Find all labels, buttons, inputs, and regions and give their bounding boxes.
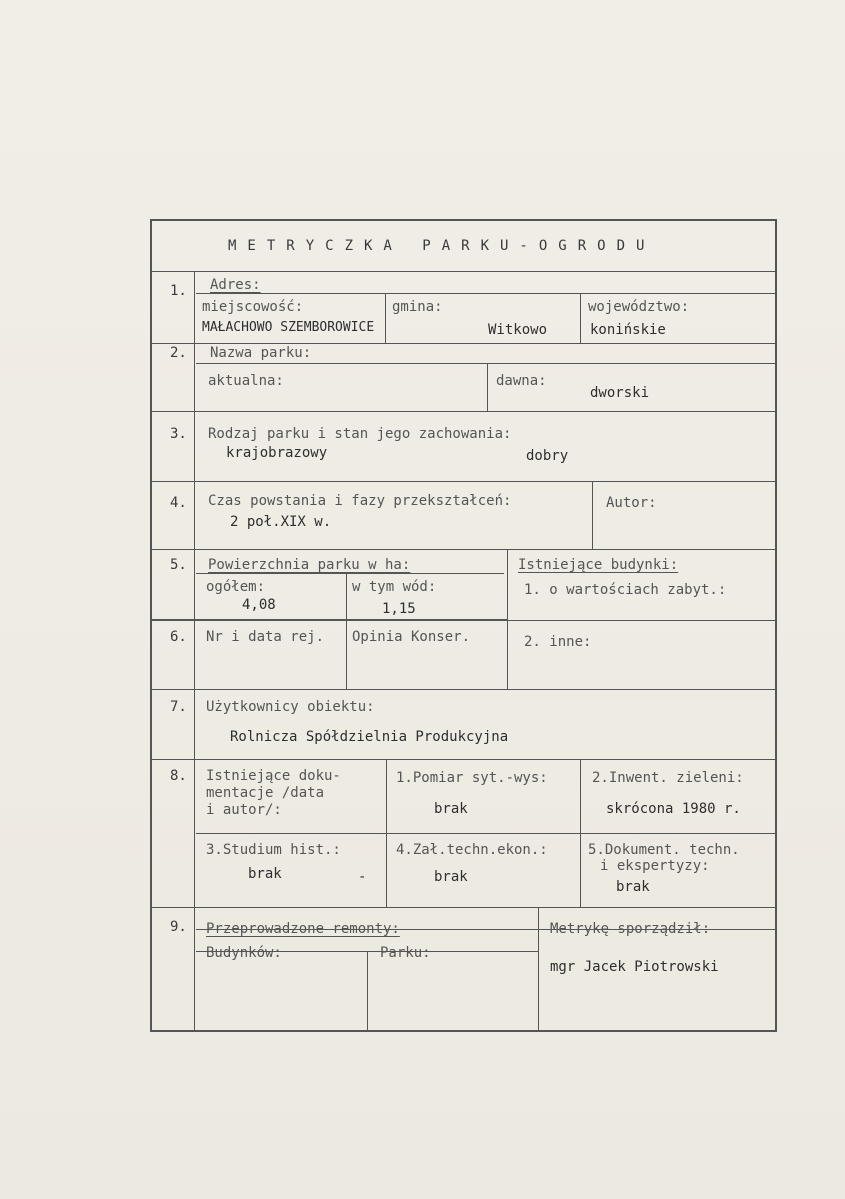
origin-heading: Czas powstania i fazy przekształceń: (208, 493, 512, 509)
cell-line (538, 907, 539, 1032)
number-column-line (194, 271, 195, 1032)
cell-line (385, 293, 386, 343)
section-number: 8. (170, 768, 187, 784)
registry-label: Nr i data rej. (206, 629, 325, 645)
section-number: 5. (170, 557, 187, 573)
cell-line (487, 363, 488, 411)
section-number: 9. (170, 919, 187, 935)
tech-docs-value: brak (616, 879, 650, 895)
total-area-label: ogółem: (206, 579, 266, 595)
tech-docs-label-line2: i ekspertyzy: (600, 858, 710, 874)
divider (152, 759, 775, 760)
buildings-other-label: 2. inne: (524, 634, 592, 650)
total-area-value: 4,08 (242, 597, 276, 613)
park-type-heading: Rodzaj parku i stan jego zachowania: (208, 426, 512, 442)
tech-docs-label-line1: 5.Dokument. techn. (588, 842, 740, 858)
cell-line (507, 549, 508, 689)
park-type-value: krajobrazowy (226, 445, 328, 461)
commune-value: Witkowo (488, 322, 548, 338)
history-study-value: brak (248, 866, 282, 882)
section-number: 3. (170, 426, 187, 442)
cell-line (367, 951, 368, 1032)
park-record-form (150, 219, 777, 1032)
current-name-label: aktualna: (208, 373, 284, 389)
renovations-park-label: Parku: (380, 945, 431, 961)
area-heading: Powierzchnia parku w ha: (208, 557, 411, 573)
park-name-heading: Nazwa parku: (210, 345, 312, 361)
cell-line (386, 759, 387, 907)
divider (152, 343, 775, 344)
tech-econ-label: 4.Zał.techn.ekon.: (396, 842, 548, 858)
locality-value: MAŁACHOWO SZEMBOROWICE (202, 320, 375, 335)
cell-line (580, 293, 581, 343)
subdivider (196, 293, 775, 294)
water-area-value: 1,15 (382, 601, 416, 617)
divider (152, 481, 775, 482)
commune-label: gmina: (392, 299, 443, 315)
survey-value: brak (434, 801, 468, 817)
tech-econ-value: brak (434, 869, 468, 885)
cell-line (580, 759, 581, 907)
section-number: 7. (170, 699, 187, 715)
province-value: konińskie (590, 322, 666, 338)
province-label: województwo: (588, 299, 690, 315)
buildings-heading: Istniejące budynki: (518, 557, 679, 573)
users-heading: Użytkownicy obiektu: (206, 699, 375, 715)
survey-label: 1.Pomiar syt.-wys: (396, 770, 548, 786)
origin-value: 2 poł.XIX w. (230, 514, 332, 530)
section-number: 6. (170, 629, 187, 645)
subdivider (152, 619, 507, 620)
subdivider (196, 363, 775, 364)
conservator-opinion-label: Opinia Konser. (352, 629, 471, 645)
address-heading: Adres: (210, 277, 261, 293)
docs-heading-line3: i autor/: (206, 802, 282, 818)
docs-heading-line2: mentacje /data (206, 785, 325, 801)
renovations-buildings-label: Budynków: (206, 945, 282, 961)
divider (152, 689, 775, 690)
locality-label: miejscowość: (202, 299, 304, 315)
divider (152, 411, 775, 412)
users-value: Rolnicza Spółdzielnia Produkcyjna (230, 729, 509, 745)
subdivider (196, 573, 504, 574)
renovations-heading: Przeprowadzone remonty: (206, 921, 400, 937)
author-label: Autor: (606, 495, 657, 511)
compiled-by-value: mgr Jacek Piotrowski (550, 959, 719, 975)
subdivider (196, 833, 775, 834)
greenery-inventory-label: 2.Inwent. zieleni: (592, 770, 744, 786)
greenery-inventory-value: skrócona 1980 r. (606, 801, 741, 817)
divider (152, 271, 775, 272)
dash-mark: - (358, 869, 367, 885)
divider (152, 549, 775, 550)
water-area-label: w tym wód: (352, 579, 437, 595)
history-study-label: 3.Studium hist.: (206, 842, 341, 858)
section-number: 2. (170, 345, 187, 361)
section-number: 1. (170, 283, 187, 299)
form-title: METRYCZKA PARKU-OGRODU (228, 238, 656, 254)
compiled-by-label: Metrykę sporządził: (550, 921, 711, 937)
section-number: 4. (170, 495, 187, 511)
cell-line (346, 573, 347, 689)
former-name-value: dworski (590, 385, 650, 401)
park-state-value: dobry (526, 448, 569, 464)
divider (152, 620, 775, 621)
divider (152, 907, 775, 908)
former-name-label: dawna: (496, 373, 547, 389)
buildings-heritage-label: 1. o wartościach zabyt.: (524, 582, 727, 598)
docs-heading-line1: Istniejące doku- (206, 768, 341, 784)
cell-line (592, 481, 593, 549)
